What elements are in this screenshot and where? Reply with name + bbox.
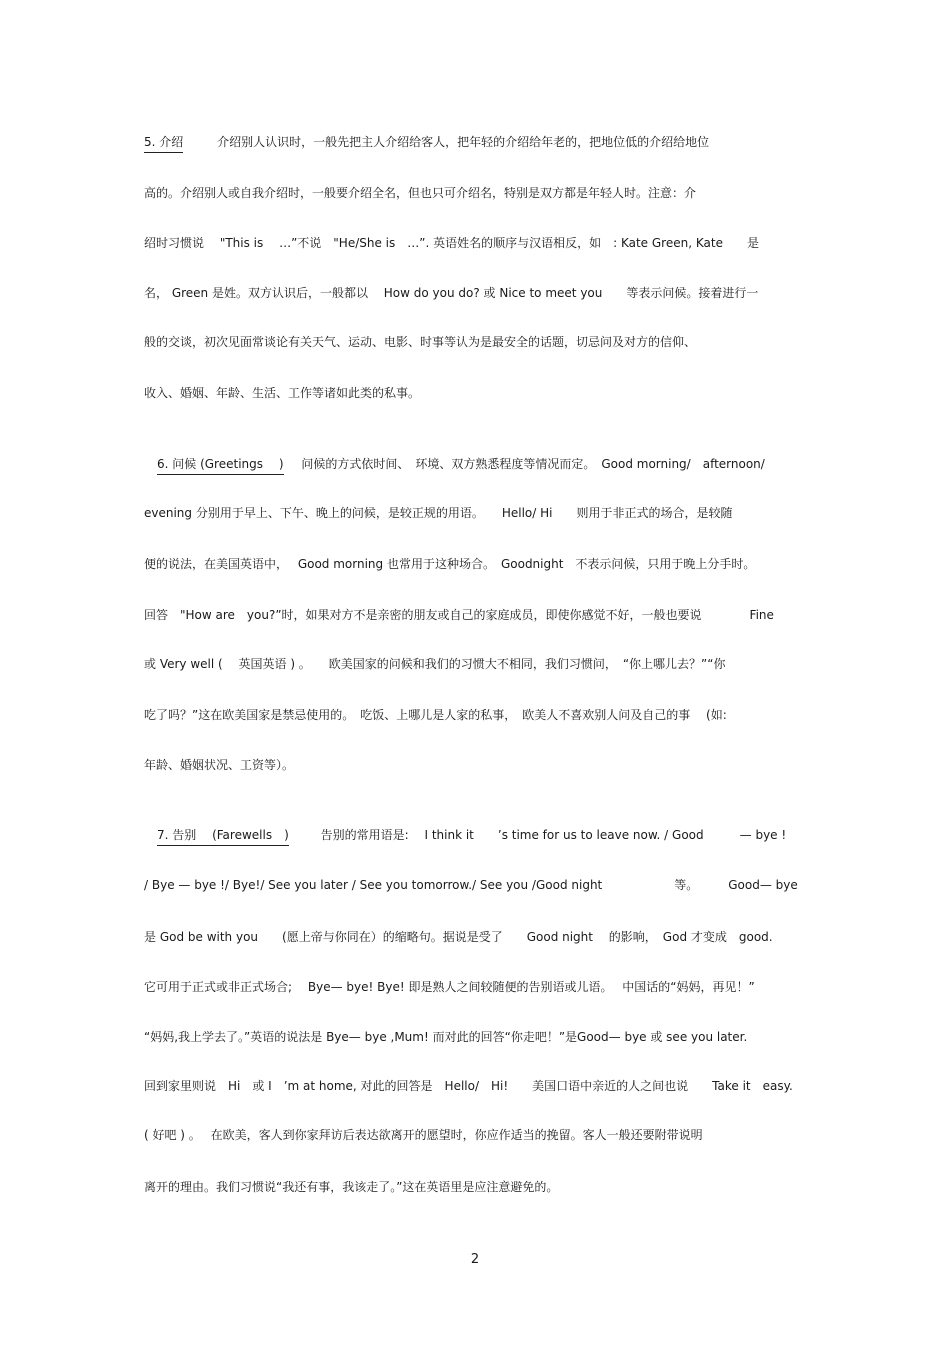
section-7-line-1 <box>157 827 814 846</box>
section-heading-6: 6. 问候 (Greetings ) <box>157 456 284 475</box>
paragraph-text: 或 Very well ( 英国英语 ) 。 欧美国家的问候和我们的习惯大不相同，我们习惯问， “你上哪儿去？”“你 <box>144 657 726 671</box>
section-heading-5: 5. 介绍 <box>144 134 183 153</box>
paragraph-text: 收入、婚姻、年龄、生活、工作等诸如此类的私事。 <box>144 386 421 400</box>
paragraph-text: 回答 "How are you?”时，如果对方不是亲密的朋友或自己的家庭成员，即使你感觉不好，一般也要说 Fine <box>144 608 774 622</box>
paragraph-text: 介绍别人认识时，一般先把主人介绍给客人，把年轻的介绍给年老的，把地位低的介绍给地位 <box>217 135 710 149</box>
page-number: 2 <box>470 1252 480 1267</box>
paragraph-text: 是 God be with you (愿上帝与你同在）的缩略句。据说是受了 Good night 的影响， God 才变成 good. <box>144 930 773 944</box>
paragraph-text: 问候的方式依时间、 环境、双方熟悉程度等情况而定。 Good morning/ afternoon/ <box>301 457 765 471</box>
paragraph-text: 便的说法，在美国英语中， Good morning 也常用于这种场合。 Goodnight 不表示问候，只用于晚上分手时。 <box>144 557 756 571</box>
section-heading-7: 7. 告别 (Farewells ) <box>157 827 289 846</box>
paragraph-text: 吃了吗？”这在欧美国家是禁忌使用的。 吃饭、上哪儿是人家的私事， 欧美人不喜欢别人问及自己的事 (如: <box>144 708 727 722</box>
paragraph-text: 名， Green 是姓。双方认识后，一般都以 How do you do? 或 Nice to meet you 等表示问候。接着进行一 <box>144 286 759 300</box>
paragraph-text: 回到家里则说 Hi 或 I ’m at home, 对此的回答是 Hello/ Hi! 美国口语中亲近的人之间也说 Take it easy. <box>144 1079 793 1093</box>
paragraph-text: 它可用于正式或非正式场合; Bye— bye! Bye! 即是熟人之间较随便的告别语或儿语。 中国话的“妈妈，再见！” <box>144 980 755 994</box>
paragraph-text: evening 分别用于早上、下午、晚上的问候，是较正规的用语。 Hello/ Hi 则用于非正式的场合，是较随 <box>144 506 733 520</box>
section-6-line-1 <box>157 456 814 475</box>
paragraph-text: ( 好吧 ) 。 在欧美，客人到你家拜访后表达欲离开的愿望时，你应作适当的挽留。客人一般还要附带说明 <box>144 1128 703 1142</box>
paragraph-text: 高的。介绍别人或自我介绍时，一般要介绍全名，但也只可介绍名，特别是双方都是年轻人时。注意：介 <box>144 186 697 200</box>
section-5-line-1 <box>144 134 814 153</box>
paragraph-text: “妈妈,我上学去了。”英语的说法是 Bye— bye ,Mum! 而对此的回答“你走吧！”是Good— bye 或 see you later. <box>144 1030 748 1044</box>
paragraph-text: 年龄、婚姻状况、工资等）。 <box>144 758 295 772</box>
paragraph-text: 般的交谈，初次见面常谈论有关天气、运动、电影、时事等认为是最安全的话题，切忌问及对方的信仰、 <box>144 335 697 349</box>
paragraph-text: / Bye — bye !/ Bye!/ See you later / See you tomorrow./ See you /Good night 等。 Good— bye <box>144 878 798 892</box>
paragraph-text: 绍时习惯说 "This is …”不说 "He/She is …”. 英语姓名的顺序与汉语相反，如 : Kate Green, Kate 是 <box>144 236 759 250</box>
paragraph-text: 离开的理由。我们习惯说“我还有事，我该走了。”这在英语里是应注意避免的。 <box>144 1180 559 1194</box>
paragraph-text: 告别的常用语是: I think it ’s time for us to leave now. / Good — bye ! <box>320 828 787 842</box>
